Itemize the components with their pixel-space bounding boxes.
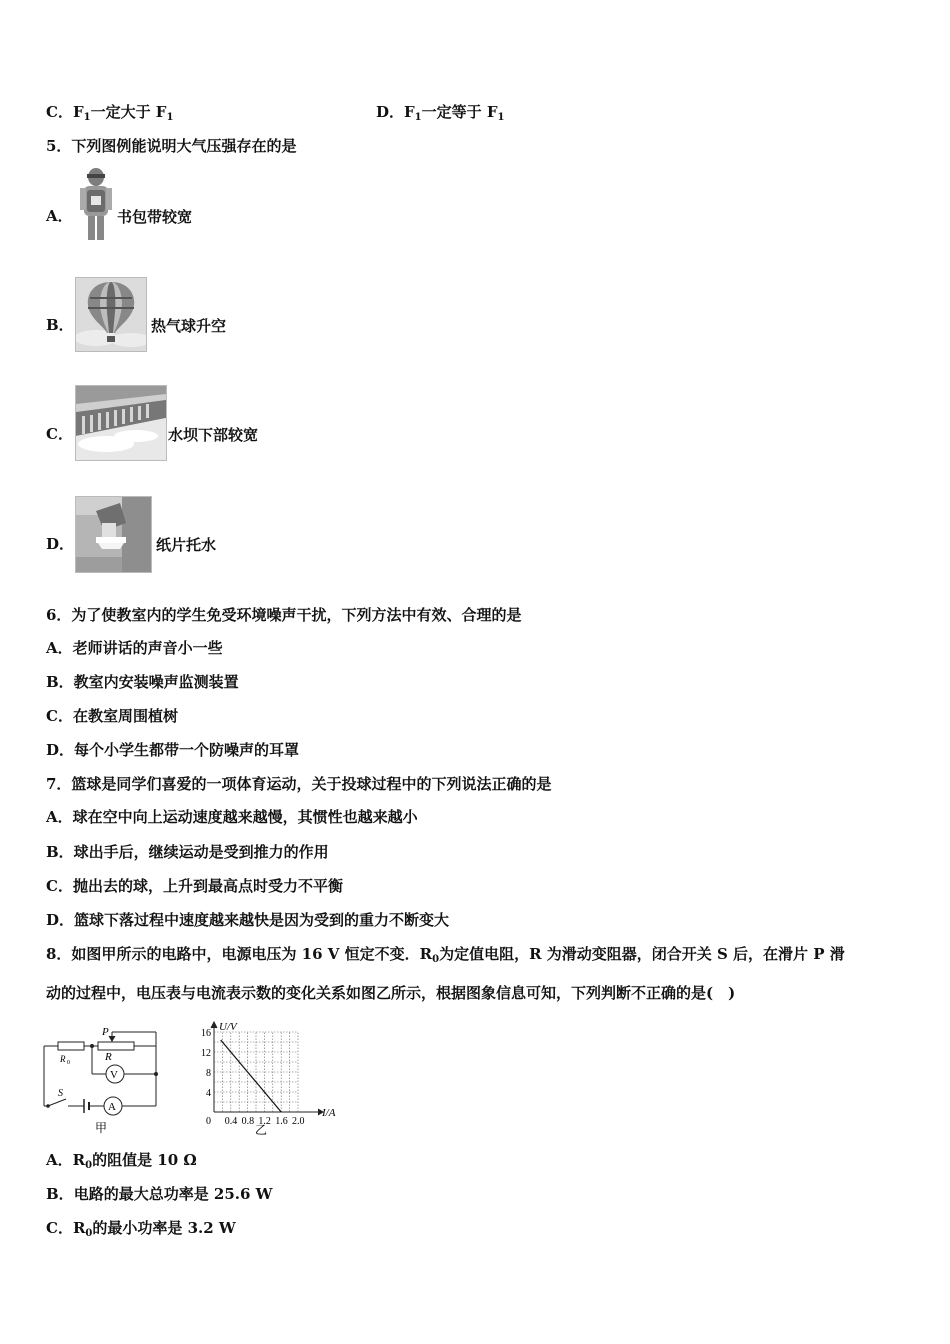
u-i-series-line xyxy=(221,1040,281,1112)
q7-option-d: D．篮球下落过程中速度越来越快是因为受到的重力不断变大 xyxy=(46,911,450,929)
chart-title: 乙 xyxy=(255,1123,268,1137)
r-rheostat xyxy=(98,1042,134,1050)
switch-lever xyxy=(48,1099,66,1106)
q5-option-d-text: 纸片托水 xyxy=(156,536,217,554)
q6-option-b: B．教室内安装噪声监测装置 xyxy=(46,673,239,691)
ammeter-label: A xyxy=(108,1101,116,1113)
x-tick-label: 0 xyxy=(206,1116,211,1127)
q6-option-a: A．老师讲话的声音小一些 xyxy=(46,639,223,657)
x-tick-label: 2.0 xyxy=(292,1116,305,1127)
r0-resistor xyxy=(58,1042,84,1050)
y-tick-label: 8 xyxy=(206,1068,211,1079)
y-axis-label: U/V xyxy=(219,1021,237,1033)
x-tick-label: 0.8 xyxy=(241,1116,255,1127)
q5-option-a-text: 书包带较宽 xyxy=(117,208,193,226)
x-tick-label: 1.6 xyxy=(275,1116,288,1127)
q5-option-c-label: C． xyxy=(46,425,73,443)
u-i-graph xyxy=(192,1018,352,1140)
hot-air-balloon-image xyxy=(75,277,147,352)
q4-option-c-label: C． xyxy=(46,103,73,121)
circuit-caption: 甲 xyxy=(95,1121,108,1135)
x-tick-label: 1.2 xyxy=(258,1116,271,1127)
q4-option-d: D．$F_1$一定等于 $F_1$ xyxy=(376,103,505,123)
q7-stem: 7．篮球是同学们喜爱的一项体育运动，关于投球过程中的下列说法正确的是 xyxy=(46,775,552,793)
resistor-label-r0: R xyxy=(60,1054,66,1064)
y-tick-label: 12 xyxy=(201,1048,211,1059)
switch-label-s: S xyxy=(58,1088,63,1099)
voltmeter-label: V xyxy=(110,1069,118,1081)
q8-option-a: A．$R_0$的阻值是 10 Ω xyxy=(46,1151,197,1171)
q8-option-c: C．$R_0$的最小功率是 3.2 W xyxy=(46,1219,236,1239)
resistor-label-r0-sub: 0 xyxy=(67,1060,70,1066)
q8-stem-line2: 动的过程中，电压表与电流表示数的变化关系如图乙所示，根据图象信息可知，下列判断不正确的是( ) xyxy=(46,984,736,1002)
circuit-diagram xyxy=(38,1022,168,1142)
q7-option-c: C．抛出去的球，上升到最高点时受力不平衡 xyxy=(46,877,343,895)
y-tick-label: 16 xyxy=(201,1028,211,1039)
q5-option-d-label: D． xyxy=(46,535,75,553)
q5-option-b-label: B． xyxy=(46,316,74,334)
q5-option-b-text: 热气球升空 xyxy=(151,317,227,335)
backpack-student-image xyxy=(76,166,116,242)
dam-image xyxy=(75,385,167,461)
slider-label-p: P xyxy=(102,1026,109,1038)
q4-option-c: C．$F_1$一定大于 $F_1$ xyxy=(46,103,174,123)
q7-option-b: B．球出手后，继续运动是受到推力的作用 xyxy=(46,843,329,861)
q6-option-c: C．在教室周围植树 xyxy=(46,707,178,725)
q5-option-a-label: A． xyxy=(46,207,73,225)
paper-holds-water-image xyxy=(75,496,152,573)
q6-stem: 6．为了使教室内的学生免受环境噪声干扰，下列方法中有效、合理的是 xyxy=(46,606,522,624)
q4-option-d-label: D． xyxy=(376,103,405,121)
x-tick-label: 0.4 xyxy=(224,1116,238,1127)
q6-option-d: D．每个小学生都带一个防噪声的耳罩 xyxy=(46,741,300,759)
q5-stem: 5．下列图例能说明大气压强存在的是 xyxy=(46,137,297,155)
q5-option-c-text: 水坝下部较宽 xyxy=(168,426,259,444)
q7-option-a: A．球在空中向上运动速度越来越慢，其惯性也越来越小 xyxy=(46,808,418,826)
rheostat-label-r: R xyxy=(105,1051,112,1063)
q8-stem-line1: 8．如图甲所示的电路中，电源电压为 16 V 恒定不变．$R_0$为定值电阻，R 为滑动变阻器，闭合开关 S 后，在滑片 P 滑 xyxy=(46,945,845,965)
x-axis-label: I/A xyxy=(322,1107,336,1119)
y-tick-label: 4 xyxy=(206,1088,211,1099)
q8-option-b: B．电路的最大总功率是 25.6 W xyxy=(46,1185,273,1203)
